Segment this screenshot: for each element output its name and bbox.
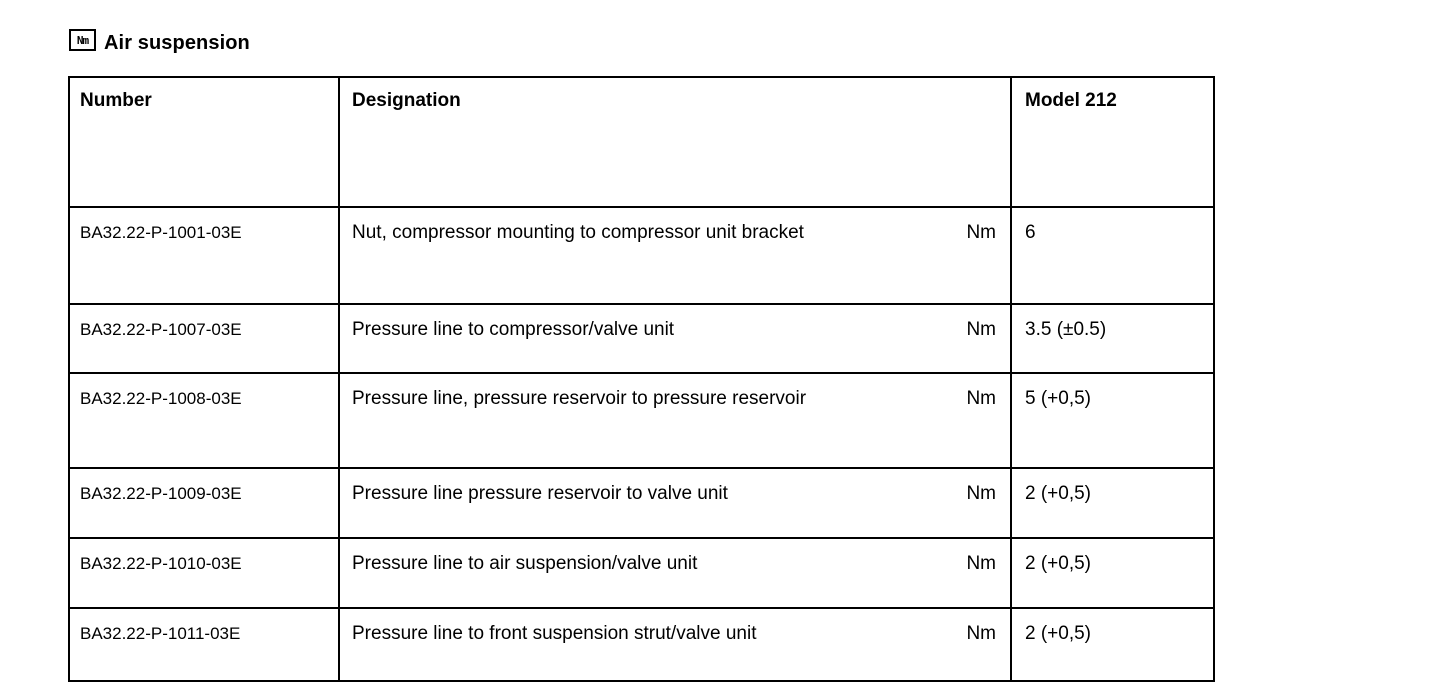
- row-unit: Nm: [966, 222, 996, 243]
- row-designation: Pressure line to front suspension strut/valve unit: [352, 623, 757, 644]
- header-cell-number: [69, 77, 339, 207]
- row-designation: Nut, compressor mounting to compressor unit bracket: [352, 222, 804, 243]
- number-cell: [69, 373, 339, 468]
- row-unit: Nm: [966, 623, 996, 644]
- row-value: 3.5 (±0.5): [1025, 319, 1107, 340]
- table-row: [69, 538, 1214, 608]
- header-cell-designation: [339, 77, 1011, 207]
- number-cell: [69, 538, 339, 608]
- row-unit: Nm: [966, 553, 996, 574]
- designation-cell: [339, 468, 1011, 538]
- row-designation: Pressure line to air suspension/valve unit: [352, 553, 698, 574]
- designation-cell: [339, 538, 1011, 608]
- row-unit: Nm: [966, 483, 996, 504]
- section-title: Air suspension: [104, 31, 250, 54]
- value-cell: [1011, 608, 1214, 681]
- row-value: 2 (+0,5): [1025, 553, 1092, 574]
- row-number: BA32.22-P-1009-03E: [80, 484, 242, 503]
- value-cell: [1011, 304, 1214, 373]
- table-row: [69, 207, 1214, 304]
- number-cell: [69, 468, 339, 538]
- row-designation: Pressure line pressure reservoir to valve unit: [352, 483, 728, 504]
- row-designation: Pressure line to compressor/valve unit: [352, 319, 675, 340]
- row-number: BA32.22-P-1007-03E: [80, 320, 242, 339]
- row-value: 6: [1025, 222, 1036, 243]
- row-value: 2 (+0,5): [1025, 483, 1092, 504]
- value-cell: [1011, 207, 1214, 304]
- table-row: [69, 304, 1214, 373]
- torque-nm-icon: Nm: [69, 29, 96, 51]
- number-cell: [69, 207, 339, 304]
- row-value: 5 (+0,5): [1025, 388, 1092, 409]
- designation-cell: [339, 207, 1011, 304]
- designation-cell: [339, 373, 1011, 468]
- designation-cell: [339, 608, 1011, 681]
- number-cell: [69, 608, 339, 681]
- header-designation: Designation: [352, 90, 461, 111]
- row-number: BA32.22-P-1010-03E: [80, 554, 242, 573]
- value-cell: [1011, 468, 1214, 538]
- table-row: [69, 468, 1214, 538]
- row-number: BA32.22-P-1001-03E: [80, 223, 242, 242]
- designation-cell: [339, 304, 1011, 373]
- row-designation: Pressure line, pressure reservoir to pressure reservoir: [352, 388, 807, 409]
- header-cell-model: [1011, 77, 1214, 207]
- row-number: BA32.22-P-1011-03E: [80, 624, 241, 643]
- value-cell: [1011, 538, 1214, 608]
- number-cell: [69, 304, 339, 373]
- table-row: [69, 608, 1214, 681]
- torque-spec-table: [68, 76, 1215, 682]
- value-cell: [1011, 373, 1214, 468]
- row-value: 2 (+0,5): [1025, 623, 1092, 644]
- section-heading: [69, 29, 250, 57]
- row-number: BA32.22-P-1008-03E: [80, 389, 242, 408]
- table-header-row: [69, 77, 1214, 207]
- header-model: Model 212: [1025, 90, 1117, 111]
- row-unit: Nm: [966, 388, 996, 409]
- header-number: Number: [80, 90, 152, 111]
- table-row: [69, 373, 1214, 468]
- row-unit: Nm: [966, 319, 996, 340]
